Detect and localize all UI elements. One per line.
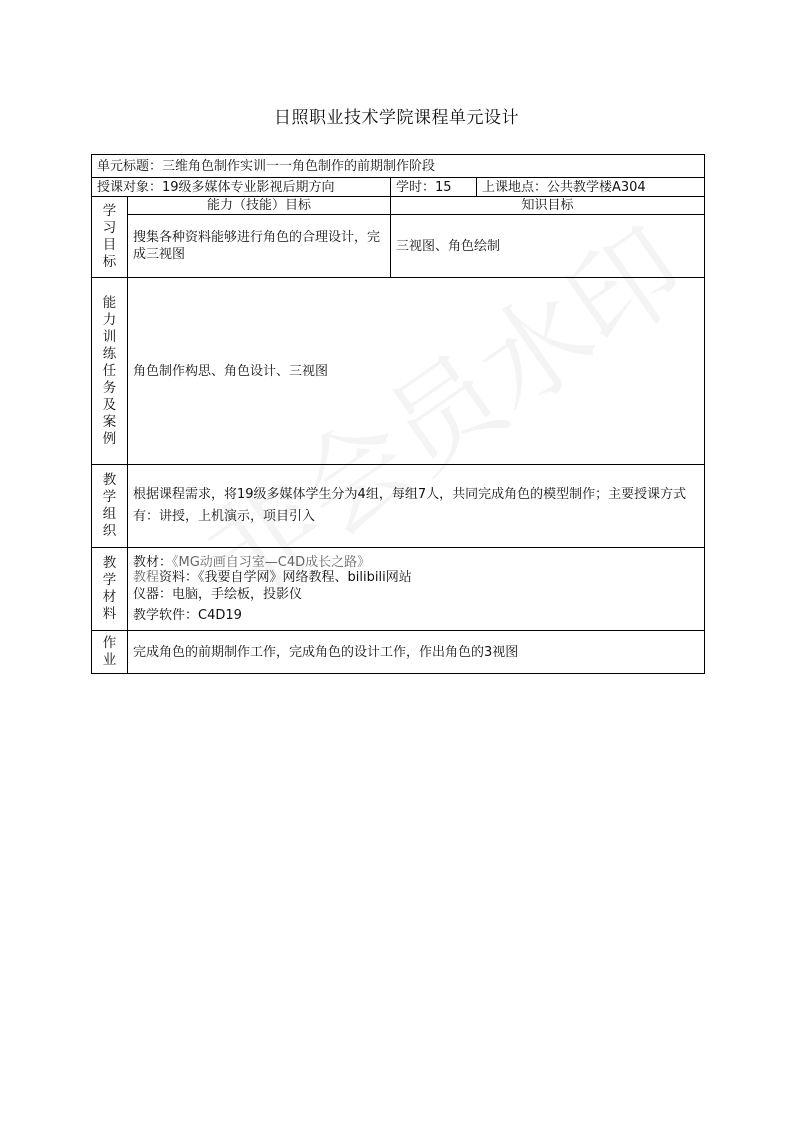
learning-goals-label: 学 习 目 标 bbox=[92, 197, 128, 278]
ability-goal-text: 搜集各种资料能够进行角色的合理设计，完成三视图 bbox=[128, 215, 391, 278]
training-tasks-label: 能 力 训 练 任 务 及 案 例 bbox=[92, 278, 128, 465]
teaching-org-text: 根据课程需求，将19级多媒体学生分为4组，每组7人，共同完成角色的模型制作；主要授课方式有：讲授，上机演示，项目引入 bbox=[128, 465, 705, 548]
knowledge-goal-header: 知识目标 bbox=[391, 197, 705, 215]
knowledge-goal-text: 三视图、角色绘制 bbox=[391, 215, 705, 278]
goals-header-row bbox=[92, 197, 705, 215]
software-line: 教学软件：C4D19 bbox=[133, 608, 242, 623]
goals-content-row bbox=[92, 215, 705, 278]
location-cell: 上课地点：公共教学楼A304 bbox=[477, 178, 705, 197]
textbook-line: 教材：《MG动画自习室—C4D成长之路》 bbox=[133, 555, 371, 570]
teaching-org-label: 教 学 组 织 bbox=[92, 465, 128, 548]
teaching-materials-label: 教 学 材 料 bbox=[92, 548, 128, 631]
homework-row bbox=[92, 631, 705, 674]
hours-cell: 学时：15 bbox=[391, 178, 477, 197]
textbook-name: 《MG动画自习室—C4D成长之路》 bbox=[172, 555, 371, 570]
audience-cell: 授课对象：19级多媒体专业影视后期方向 bbox=[92, 178, 391, 197]
unit-design-table bbox=[91, 154, 705, 674]
training-tasks-text: 角色制作构思、角色设计、三视图 bbox=[128, 278, 705, 465]
unit-title: 单元标题：三维角色制作实训一一角色制作的前期制作阶段 bbox=[92, 155, 705, 178]
unit-title-row bbox=[92, 155, 705, 178]
homework-label: 作 业 bbox=[92, 631, 128, 674]
info-row bbox=[92, 178, 705, 197]
homework-text: 完成角色的前期制作工作，完成角色的设计工作，作出角色的3视图 bbox=[128, 631, 705, 674]
teaching-org-row bbox=[92, 465, 705, 548]
teaching-materials-text bbox=[128, 548, 705, 631]
document-title: 日照职业技术学院课程单元设计 bbox=[274, 108, 519, 128]
equipment-line: 仪器：电脑，手绘板，投影仪 bbox=[133, 587, 303, 602]
ability-goal-header: 能力（技能）目标 bbox=[128, 197, 391, 215]
teaching-materials-row bbox=[92, 548, 705, 631]
resources-line: 教程资料：《我要自学网》网络教程、bilibili网站 bbox=[133, 570, 412, 585]
training-tasks-row bbox=[92, 278, 705, 465]
